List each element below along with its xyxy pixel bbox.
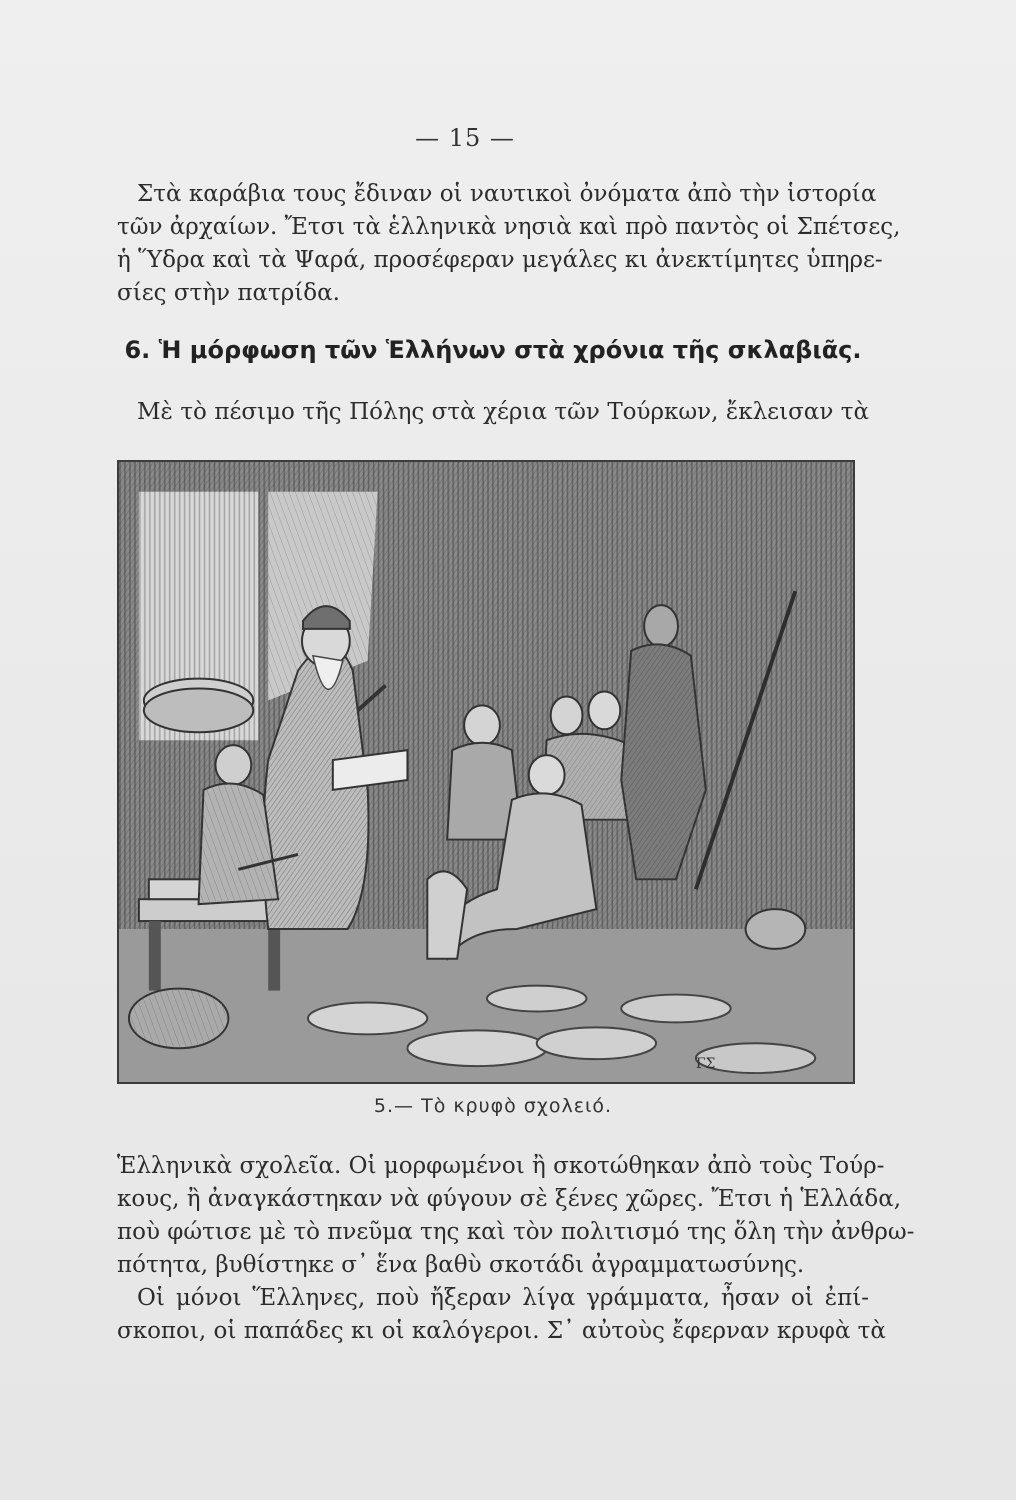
paragraph-line: σκοποι, οἱ παπάδες κι οἱ καλόγεροι. Σ᾽ αὐτοὺς ἔφερναν κρυφὰ τὰ xyxy=(117,1318,886,1344)
paragraph-3 xyxy=(117,1150,915,1348)
figure-caption: 5.— Τὸ κρυφὸ σχολειό. xyxy=(373,1095,613,1117)
engraving-secret-school xyxy=(119,462,853,1082)
section-heading: 6. Ἡ μόρφωση τῶν Ἑλλήνων στὰ χρόνια τῆς σκλαβιᾶς. xyxy=(124,336,862,364)
figure-illustration xyxy=(117,460,855,1084)
paragraph-line: Στὰ καράβια τους ἔδιναν οἱ ναυτικοὶ ὀνόματα ἀπὸ τὴν ἱστορία xyxy=(137,181,877,207)
paragraph-line: πότητα, βυθίστηκε σ᾽ ἕνα βαθὺ σκοτάδι ἀγραμματωσύνης. xyxy=(117,1252,805,1278)
paragraph-line: ἡ Ὕδρα καὶ τὰ Ψαρά, προσέφεραν μεγάλες κι ἀνεκτίμητες ὑπηρε- xyxy=(117,247,883,273)
paragraph-1 xyxy=(117,178,901,310)
paragraph-line: τῶν ἀρχαίων. Ἔτσι τὰ ἑλληνικὰ νησιὰ καὶ πρὸ παντὸς οἱ Σπέτσες, xyxy=(117,214,901,240)
paragraph-line: σίες στὴν πατρίδα. xyxy=(117,280,340,306)
paragraph-2 xyxy=(117,396,869,429)
paragraph-line: Οἱ μόνοι Ἕλληνες, ποὺ ἤξεραν λίγα γράμματα, ἦσαν οἱ ἐπί- xyxy=(137,1285,869,1311)
artist-signature: ΓΣ xyxy=(695,1056,716,1073)
page-number: — 15 — xyxy=(415,124,515,152)
paragraph-line: Μὲ τὸ πέσιμο τῆς Πόλης στὰ χέρια τῶν Τούρκων, ἔκλεισαν τὰ xyxy=(137,399,869,425)
paragraph-line: Ἑλληνικὰ σχολεῖα. Οἱ μορφωμένοι ἢ σκοτώθηκαν ἀπὸ τοὺς Τούρ- xyxy=(117,1153,885,1179)
paragraph-line: ποὺ φώτισε μὲ τὸ πνεῦμα της καὶ τὸν πολιτισμό της ὅλη τὴν ἀνθρω- xyxy=(117,1219,915,1245)
paragraph-line: κους, ἢ ἀναγκάστηκαν νὰ φύγουν σὲ ξένες χῶρες. Ἔτσι ἡ Ἑλλάδα, xyxy=(117,1186,902,1212)
